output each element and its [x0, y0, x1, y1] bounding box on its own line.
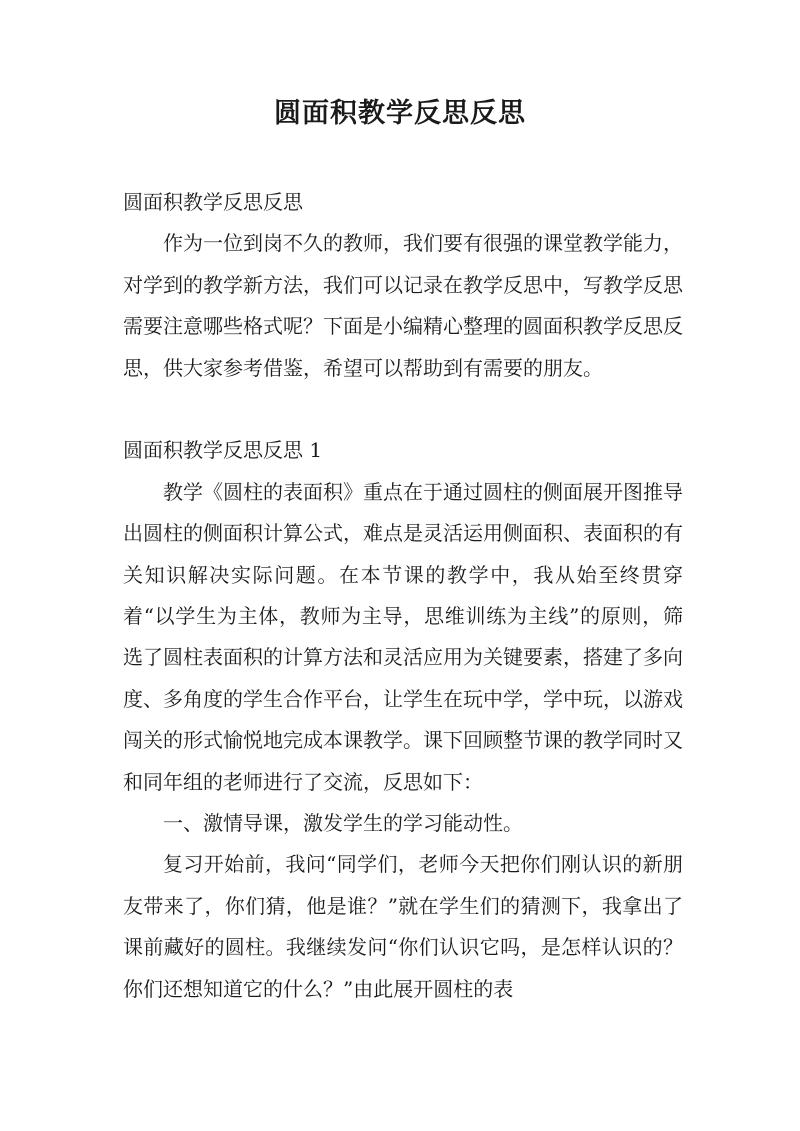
intro-heading: 圆面积教学反思反思 [123, 190, 303, 214]
intro-paragraph: 作为一位到岗不久的教师，我们要有很强的课堂教学能力，对学到的教学新方法，我们可以记录在教学反思中，写教学反思需要注意哪些格式呢？下面是小编精心整理的圆面积教学反思反思，供大家参考借鉴，希望可以帮助到有需要的朋友。 [123, 231, 683, 380]
body-paragraph-continued: 复习开始前，我问“同学们，老师今天把你们刚认识的新朋友带来了，你们猜，他是谁？”就在学生们的猜测下，我拿出了课前藏好的圆柱。我继续发问“你们认识它吗，是怎样认识的？你们还想知道它的什么？”由此展开圆柱的表 [123, 852, 683, 1001]
section-heading: 圆面积教学反思反思 1 [123, 438, 323, 463]
section-spacer [123, 389, 683, 430]
document-body [123, 182, 683, 1010]
point-heading: 一、激情导课，激发学生的学习能动性。 [163, 811, 523, 836]
body-paragraph: 教学《圆柱的表面积》重点在于通过圆柱的侧面展开图推导出圆柱的侧面积计算公式，难点是灵活运用侧面积、表面积的有关知识解决实际问题。在本节课的教学中，我从始至终贯穿着“以学生为主体，教师为主导，思维训练为主线”的原则，筛选了圆柱表面积的计算方法和灵活应用为关键要素，搭建了多向度、多角度的学生合作平台，让学生在玩中学，学中玩，以游戏闯关的形式愉悦地完成本课教学。课下回顾整节课的教学同时又和同年组的老师进行了交流，反思如下： [123, 479, 683, 794]
document-title: 圆面积教学反思反思 [274, 98, 526, 129]
